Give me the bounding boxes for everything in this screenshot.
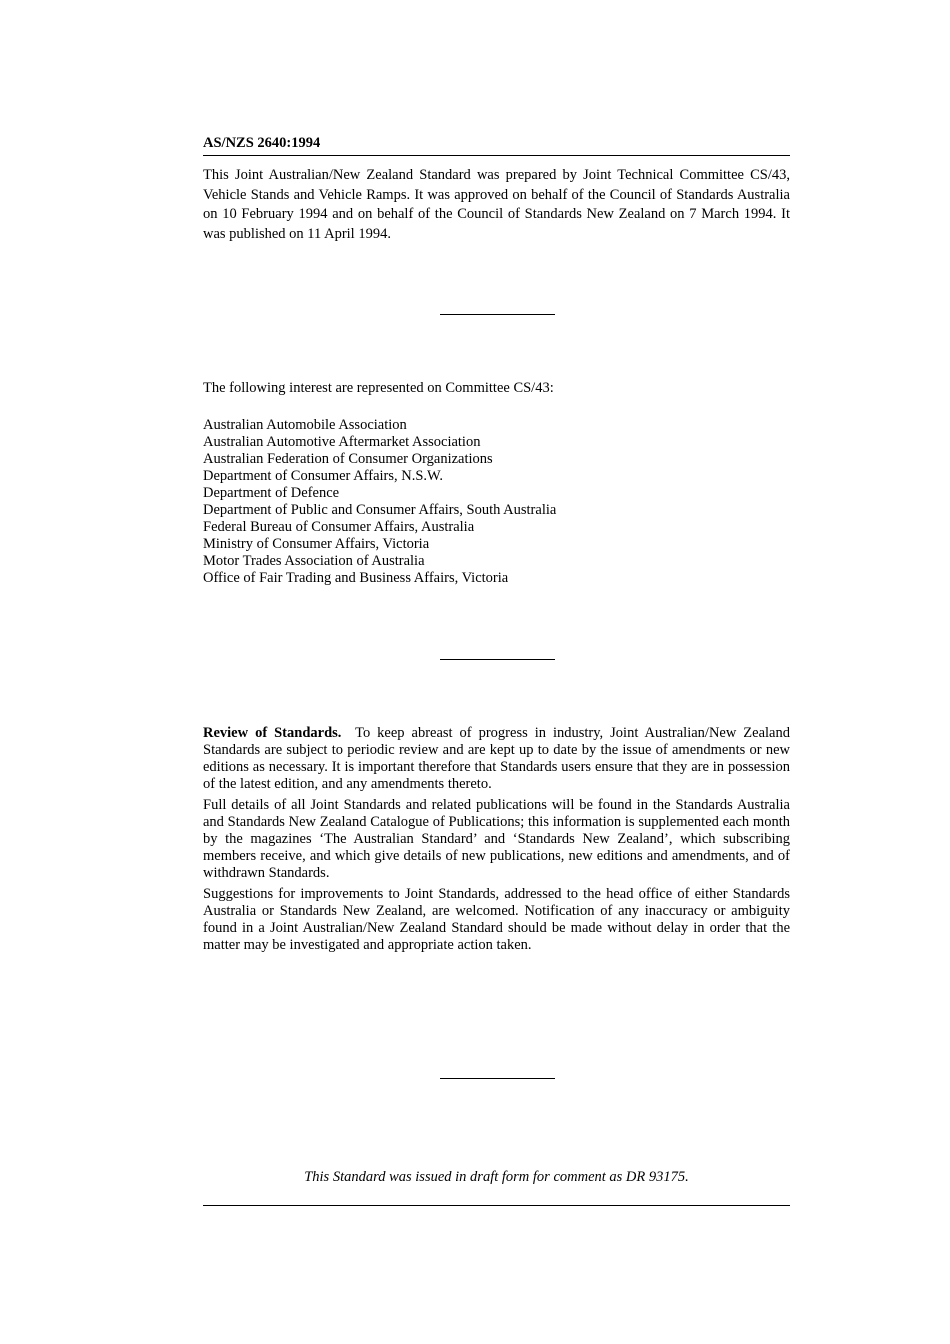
- preparation-statement: This Joint Australian/New Zealand Standard was prepared by Joint Technical Committee CS/43, Vehicle Stands and Vehicle Ramps. It was approved on behalf of the Council of Standards Australia on 10 February 1994 and on behalf of the Council of Standards New Zealand on 7 March 1994. It was published on 11 April 1994.: [203, 167, 790, 242]
- draft-note: This Standard was issued in draft form for comment as DR 93175.: [304, 1169, 689, 1185]
- section-separator: [440, 1078, 555, 1079]
- review-of-standards: [203, 725, 790, 958]
- committee-member: Office of Fair Trading and Business Affairs, Victoria: [203, 570, 509, 586]
- section-separator: [440, 659, 555, 660]
- committee-intro: The following interest are represented on Committee CS/43:: [203, 380, 554, 396]
- review-paragraph-2: Full details of all Joint Standards and related publications will be found in the Standards Australia and Standards New Zealand Catalogue of Publications; this information is supplemented each month by the magazines ‘The Australian Standard’ and ‘Standards New Zealand’, which subscribing members receive, and which give details of new publications, new editions and amendments, and of withdrawn Standards.: [203, 797, 790, 881]
- review-heading: Review of Standards.: [203, 725, 342, 741]
- committee-member-list: [203, 417, 790, 587]
- committee-member: Federal Bureau of Consumer Affairs, Australia: [203, 519, 475, 535]
- committee-member: Ministry of Consumer Affairs, Victoria: [203, 536, 430, 552]
- review-paragraph-1: [203, 725, 790, 793]
- committee-member: Department of Public and Consumer Affairs, South Australia: [203, 502, 557, 518]
- review-paragraph-3: Suggestions for improvements to Joint Standards, addressed to the head office of either Standards Australia or Standards New Zealand, are welcomed. Notification of any inaccuracy or ambiguity found in a Joint Australian/New Zealand Standard should be made without delay in order that the matter may be investigated and appropriate action taken.: [203, 886, 790, 953]
- committee-member: Department of Defence: [203, 485, 340, 501]
- footer-rule: [203, 1205, 790, 1206]
- committee-member: Motor Trades Association of Australia: [203, 553, 425, 569]
- committee-member: Australian Federation of Consumer Organizations: [203, 451, 493, 467]
- document-page: [203, 0, 790, 1344]
- standard-number: AS/NZS 2640:1994: [203, 135, 790, 156]
- committee-member: Australian Automobile Association: [203, 417, 407, 433]
- committee-member: Australian Automotive Aftermarket Association: [203, 434, 481, 450]
- section-separator: [440, 314, 555, 315]
- committee-member: Department of Consumer Affairs, N.S.W.: [203, 468, 444, 484]
- review-paragraph-1-text: To keep abreast of progress in industry, Joint Australian/New Zealand Standards are subject to periodic review and are kept up to date by the issue of amendments or new editions as necessary. It is important therefore that Standards users ensure that they are in possession of the latest edition, and any amendments thereto.: [203, 725, 790, 792]
